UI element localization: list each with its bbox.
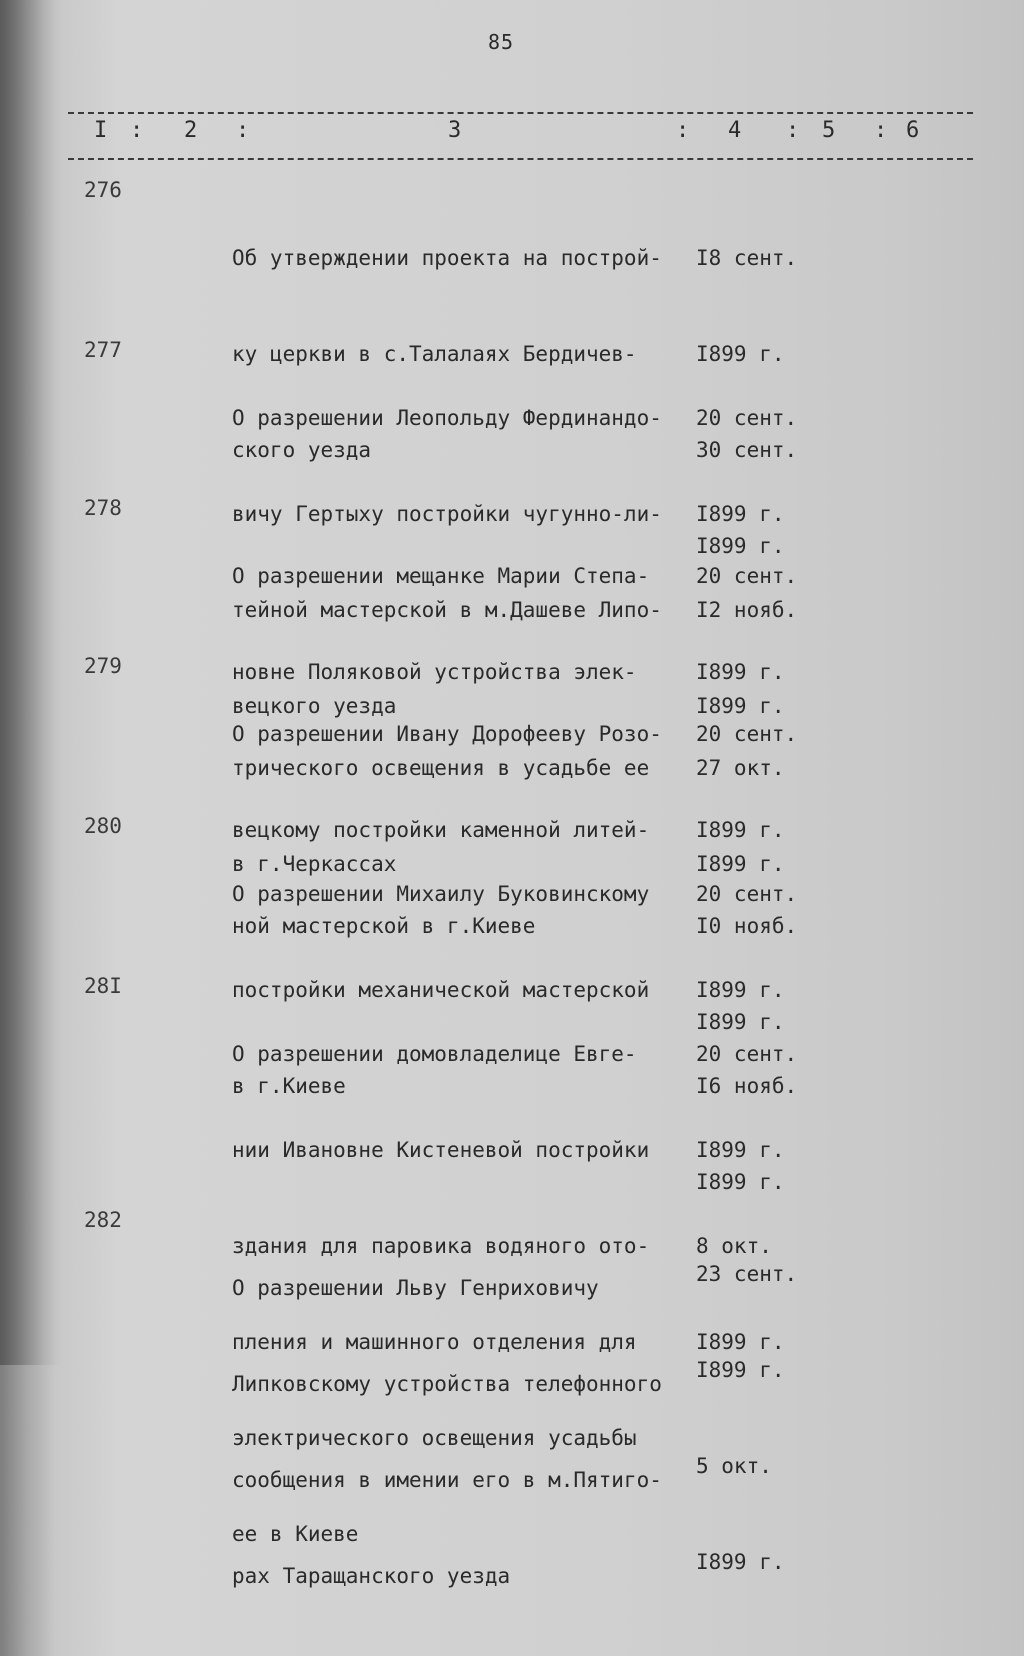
row-number: 277: [84, 338, 122, 362]
date-line: 8 окт.: [696, 1234, 772, 1258]
description-line: новне Поляковой устройства элек-: [232, 660, 637, 684]
column-header-4: 4: [728, 118, 744, 143]
description-line: ной мастерской в г.Киеве: [232, 914, 536, 938]
date-line: I0 нояб.: [696, 914, 798, 938]
description-line: ского уезда: [232, 438, 372, 462]
description-line: Липковскому устройства телефонного: [232, 1372, 662, 1396]
column-header-2: 2: [184, 118, 200, 143]
header-rule-bottom: [68, 158, 973, 160]
column-separator: :: [874, 118, 890, 143]
row-description: [232, 1208, 702, 1656]
description-line: электрического освещения усадьбы: [232, 1426, 637, 1450]
date-line: 23 сент.: [696, 1262, 798, 1286]
description-line: вичу Гертыху постройки чугунно-ли-: [232, 502, 662, 526]
date-line: I6 нояб.: [696, 1074, 798, 1098]
column-separator: :: [130, 118, 146, 143]
column-header-5: 5: [822, 118, 838, 143]
date-line: I899 г.: [696, 534, 785, 558]
row-number: 280: [84, 814, 122, 838]
description-line: ку церкви в с.Талалаях Бердичев-: [232, 342, 637, 366]
column-separator: :: [676, 118, 692, 143]
date-line: I2 нояб.: [696, 598, 798, 622]
row-dates: [696, 1194, 797, 1642]
date-line: I899 г.: [696, 1138, 785, 1162]
description-line: О разрешении Михаилу Буковинскому: [232, 882, 650, 906]
description-line: тейной мастерской в м.Дашеве Липо-: [232, 598, 662, 622]
description-line: О разрешении мещанке Марии Степа-: [232, 564, 650, 588]
date-line: I899 г.: [696, 818, 785, 842]
description-line: ее в Киеве: [232, 1522, 359, 1546]
description-line: рах Таращанского уезда: [232, 1564, 511, 1588]
row-number: 279: [84, 654, 122, 678]
description-line: О разрешении Льву Генриховичу: [232, 1276, 599, 1300]
description-line: О разрешении Леопольду Фердинандо-: [232, 406, 662, 430]
description-line: О разрешении домовладелице Евге-: [232, 1042, 637, 1066]
row-number: 282: [84, 1208, 122, 1232]
column-header-1: I: [94, 118, 110, 143]
date-line: I899 г.: [696, 694, 785, 718]
description-line: вецкого уезда: [232, 694, 397, 718]
date-line: 30 сент.: [696, 438, 798, 462]
description-line: в г.Черкассах: [232, 852, 397, 876]
description-line: вецкому постройки каменной литей-: [232, 818, 650, 842]
date-line: I899 г.: [696, 978, 785, 1002]
description-line: Об утверждении проекта на построй-: [232, 246, 662, 270]
date-line: 20 сент.: [696, 882, 798, 906]
date-line: 20 сент.: [696, 1042, 798, 1066]
description-line: трического освещения в усадьбе ее: [232, 756, 650, 780]
column-header-6: 6: [906, 118, 922, 143]
column-header-3: 3: [448, 118, 464, 143]
date-line: 20 сент.: [696, 406, 798, 430]
description-line: сообщения в имении его в м.Пятиго-: [232, 1468, 662, 1492]
description-line: постройки механической мастерской: [232, 978, 650, 1002]
date-line: 20 сент.: [696, 564, 798, 588]
date-line: I899 г.: [696, 1010, 785, 1034]
date-line: 27 окт.: [696, 756, 785, 780]
date-line: I899 г.: [696, 342, 785, 366]
column-separator: :: [786, 118, 802, 143]
date-line: I899 г.: [696, 660, 785, 684]
date-line: I899 г.: [696, 502, 785, 526]
date-line: I899 г.: [696, 1550, 785, 1574]
date-line: I899 г.: [696, 1358, 785, 1382]
date-line: 20 сент.: [696, 722, 798, 746]
description-line: здания для паровика водяного ото-: [232, 1234, 650, 1258]
description-line: в г.Киеве: [232, 1074, 346, 1098]
page-number: 85: [488, 30, 515, 54]
description-line: О разрешении Ивану Дорофееву Розо-: [232, 722, 662, 746]
row-number: 278: [84, 496, 122, 520]
row-number: 276: [84, 178, 122, 202]
column-separator: :: [236, 118, 252, 143]
date-line: I899 г.: [696, 1170, 785, 1194]
date-line: 5 окт.: [696, 1454, 772, 1478]
binding-shadow: [0, 0, 62, 1365]
date-line: I899 г.: [696, 852, 785, 876]
date-line: I8 сент.: [696, 246, 798, 270]
header-rule-top: [68, 112, 973, 114]
description-line: пления и машинного отделения для: [232, 1330, 637, 1354]
row-number: 28I: [84, 974, 122, 998]
date-line: I899 г.: [696, 1330, 785, 1354]
description-line: нии Ивановне Кистеневой постройки: [232, 1138, 650, 1162]
